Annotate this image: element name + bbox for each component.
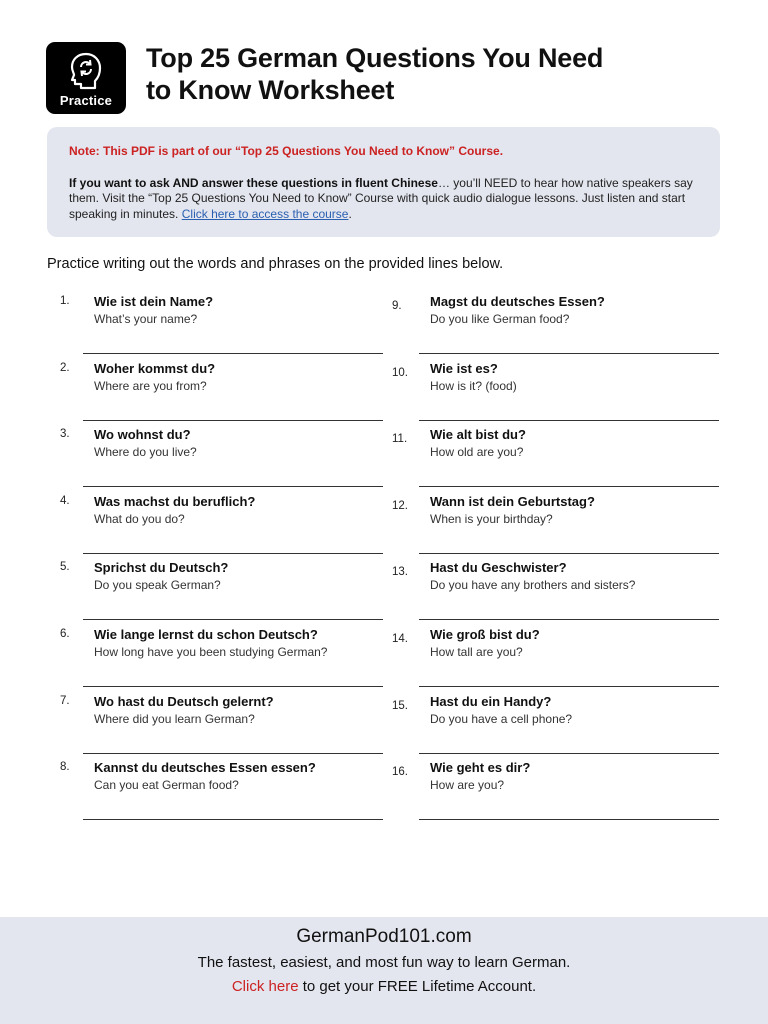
- question-number: 12.: [392, 499, 408, 512]
- writing-line[interactable]: [83, 486, 383, 487]
- question-number: 16.: [392, 766, 408, 779]
- writing-line[interactable]: [419, 753, 719, 754]
- german-question: Wann ist dein Geburtstag?: [430, 493, 595, 509]
- german-question: Wo wohnst du?: [94, 427, 191, 443]
- note-headline: Note: This PDF is part of our “Top 25 Questions You Need to Know” Course.: [69, 144, 504, 158]
- question-item: [60, 758, 360, 825]
- question-number: 11.: [392, 433, 408, 446]
- question-item: [392, 558, 692, 625]
- questions-left-column: [60, 292, 360, 825]
- note-bold-intro: If you want to ask AND answer these questions in fluent Chinese: [69, 175, 438, 190]
- footer-site-name: GermanPod101.com: [296, 926, 472, 947]
- question-number: 13.: [392, 566, 408, 579]
- writing-line[interactable]: [419, 619, 719, 620]
- footer-tagline: The fastest, easiest, and most fun way to learn German.: [197, 954, 571, 971]
- english-translation: When is your birthday?: [430, 511, 553, 526]
- title-line-2: to Know Worksheet: [146, 75, 395, 105]
- english-translation: How tall are you?: [430, 644, 523, 659]
- writing-line[interactable]: [419, 353, 719, 354]
- german-question: Wie lange lernst du schon Deutsch?: [94, 626, 318, 642]
- german-question: Wie ist es?: [430, 360, 498, 376]
- question-item: [60, 625, 360, 692]
- english-translation: Where do you live?: [94, 445, 197, 460]
- question-item: [60, 359, 360, 426]
- question-number: 15.: [392, 699, 408, 712]
- english-translation: Do you speak German?: [94, 578, 221, 593]
- question-item: [60, 692, 360, 759]
- question-item: [392, 625, 692, 692]
- english-translation: Do you have a cell phone?: [430, 711, 573, 726]
- german-question: Woher kommst du?: [94, 360, 216, 376]
- german-question: Wie alt bist du?: [430, 427, 526, 443]
- writing-line[interactable]: [419, 486, 719, 487]
- note-end: .: [348, 206, 352, 221]
- question-item: [392, 758, 692, 825]
- footer-banner: [0, 917, 768, 1024]
- writing-line[interactable]: [419, 420, 719, 421]
- question-item: [392, 425, 692, 492]
- german-question: Sprichst du Deutsch?: [94, 560, 229, 576]
- writing-line[interactable]: [83, 753, 383, 754]
- course-note-panel: [47, 127, 720, 237]
- english-translation: Can you eat German food?: [94, 778, 239, 793]
- english-translation: Where are you from?: [94, 378, 207, 393]
- question-number: 2.: [60, 361, 70, 374]
- title-line-1: Top 25 German Questions You Need: [146, 43, 604, 73]
- english-translation: Do you have any brothers and sisters?: [430, 578, 636, 593]
- writing-line[interactable]: [83, 686, 383, 687]
- practice-logo: [46, 42, 126, 114]
- question-item: [392, 492, 692, 559]
- note-body-text: … you’ll NEED to hear how native speakers say them. Visit the “Top 25 Questions You Need to Know” Course with quick audio dialogue lessons. Just listen and start speaking in minutes.: [69, 175, 693, 221]
- footer-click-here-link[interactable]: Click here: [231, 978, 299, 995]
- question-item: [60, 292, 360, 359]
- question-number: 9.: [392, 300, 402, 312]
- question-number: 14.: [392, 632, 408, 645]
- question-number: 8.: [60, 761, 70, 774]
- writing-line[interactable]: [83, 353, 383, 354]
- question-item: [60, 492, 360, 559]
- footer-cta: [0, 978, 768, 995]
- english-translation: How are you?: [430, 778, 505, 793]
- question-number: 5.: [60, 561, 70, 574]
- german-question: Wie geht es dir?: [430, 760, 531, 776]
- writing-line[interactable]: [83, 819, 383, 820]
- english-translation: How long have you been studying German?: [94, 644, 328, 659]
- german-question: Wie ist dein Name?: [94, 294, 214, 309]
- question-number: 3.: [60, 428, 70, 441]
- writing-line[interactable]: [83, 619, 383, 620]
- question-item: [392, 292, 692, 359]
- question-number: 6.: [60, 627, 70, 640]
- instruction-text: Practice writing out the words and phrases on the provided lines below.: [47, 256, 504, 272]
- head-with-refresh-icon: [66, 50, 106, 90]
- english-translation: Where did you learn German?: [94, 711, 255, 726]
- questions-right-column: [392, 292, 692, 825]
- english-translation: Do you like German food?: [430, 312, 570, 326]
- german-question: Hast du Geschwister?: [430, 560, 567, 576]
- question-item: [60, 425, 360, 492]
- question-number: 1.: [60, 295, 70, 307]
- note-body: [69, 176, 698, 223]
- question-item: [392, 359, 692, 426]
- german-question: Kannst du deutsches Essen essen?: [94, 760, 316, 776]
- german-question: Wie groß bist du?: [430, 626, 540, 642]
- page-title: [146, 42, 646, 106]
- question-number: 4.: [60, 494, 70, 507]
- writing-line[interactable]: [83, 553, 383, 554]
- german-question: Magst du deutsches Essen?: [430, 294, 605, 309]
- writing-line[interactable]: [419, 553, 719, 554]
- question-number: 7.: [60, 694, 70, 707]
- logo-label: Practice: [59, 93, 113, 108]
- german-question: Wo hast du Deutsch gelernt?: [94, 693, 274, 709]
- german-question: Hast du ein Handy?: [430, 693, 552, 709]
- question-item: [60, 558, 360, 625]
- writing-line[interactable]: [83, 420, 383, 421]
- english-translation: What do you do?: [94, 511, 185, 526]
- english-translation: How old are you?: [430, 445, 524, 460]
- english-translation: What’s your name?: [94, 312, 198, 326]
- writing-line[interactable]: [419, 819, 719, 820]
- access-course-link[interactable]: Click here to access the course: [181, 206, 349, 221]
- question-item: [392, 692, 692, 759]
- writing-line[interactable]: [419, 686, 719, 687]
- worksheet-header: [46, 42, 646, 114]
- footer-cta-text: to get your FREE Lifetime Account.: [298, 978, 537, 995]
- question-number: 10.: [392, 366, 408, 379]
- german-question: Was machst du beruflich?: [94, 493, 256, 509]
- english-translation: How is it? (food): [430, 378, 517, 393]
